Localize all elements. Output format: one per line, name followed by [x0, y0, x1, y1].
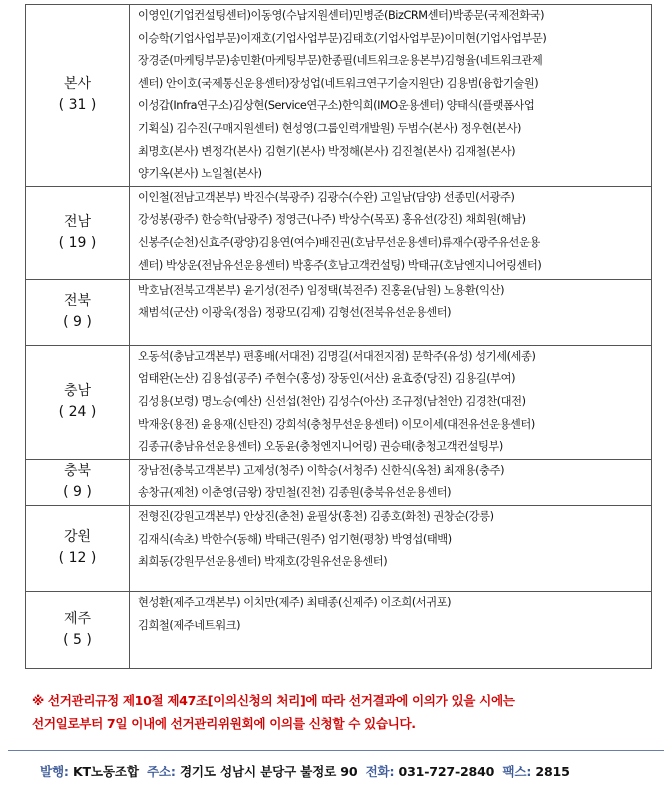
names-line: 센터) 안이호(국제통신운용센터)장성업(네트워크연구기술지원단) 김용범(융합기술원) [138, 76, 539, 90]
names-line: 최명호(본사) 변정각(본사) 김현기(본사) 박정해(본사) 김진철(본사) 김재철(본사) [138, 144, 516, 158]
region-row-chungnam [26, 345, 652, 459]
region-name: 충북 [63, 463, 92, 480]
names-line: 신봉주(순천)신효주(광양)김용연(여수)배진권(호남무선운용센터)류재수(광주유선운용 [138, 235, 540, 249]
notice-line: 선거일로부터 7일 이내에 선거관리위원회에 이의를 신청할 수 있습니다. [32, 716, 416, 731]
names-line: 강성봉(광주) 한승학(남광주) 정영근(나주) 박상수(목포) 홍유선(강진) 채희원(해남) [138, 213, 526, 227]
issuer-label: 발행: [40, 764, 69, 779]
names-line: 현성환(제주고객본부) 이치만(제주) 최태종(신제주) 이조희(서귀포) [138, 595, 452, 609]
region-row-chungbuk [26, 459, 652, 505]
region-row-headquarters [26, 5, 652, 187]
region-name: 전북 [63, 293, 92, 310]
names-line: 김희철(제주네트워크) [138, 618, 241, 632]
region-count: ( 19 ) [58, 234, 97, 251]
names-line: 오동석(충남고객본부) 편홍배(서대전) 김명길(서대전지점) 문학주(유성) 성기세(세종) [138, 349, 536, 363]
region-name: 전남 [63, 213, 92, 230]
names-line: 김재식(속초) 박한수(동해) 박태근(원주) 엄기현(평창) 박영섭(태백) [138, 532, 452, 546]
names-cell [130, 345, 652, 459]
names-line: 장남전(충북고객본부) 고제성(청주) 이학승(서청주) 신한식(옥천) 최재용(충주) [138, 463, 505, 477]
region-name: 본사 [63, 76, 92, 93]
region-name: 제주 [63, 610, 92, 627]
names-cell [130, 459, 652, 505]
names-line: 기획실) 김수진(구매지원센터) 현성영(그룹인력개발원) 두범수(본사) 정우현(본사) [138, 121, 521, 135]
names-line: 전형진(강원고객본부) 안상진(춘천) 윤필상(홍천) 김종호(화천) 권창순(강릉) [138, 509, 494, 523]
names-line: 김종규(충남유선운용센터) 오동윤(충청엔지니어링) 권승태(충청고객컨설팅부) [138, 440, 503, 454]
region-name: 충남 [63, 383, 92, 400]
region-cell [26, 186, 130, 279]
names-line: 장경준(마케팅부문)송민환(마케팅부문)한종필(네트워크운용본부)김형율(네트워크관제 [138, 54, 543, 68]
names-line: 박호남(전북고객본부) 윤기성(전주) 임정택(북전주) 진홍윤(남원) 노용환(익산) [138, 283, 505, 297]
names-cell [130, 591, 652, 668]
region-count: ( 24 ) [58, 404, 97, 421]
names-cell [130, 186, 652, 279]
address-label: 주소: [146, 764, 176, 779]
region-row-jeju [26, 591, 652, 668]
region-count: ( 9 ) [63, 484, 92, 501]
publisher-footer [40, 761, 574, 780]
objection-notice [32, 689, 652, 735]
names-line: 최희동(강원무선운용센터) 박재호(강원유선운용센터) [138, 555, 388, 569]
region-count: ( 31 ) [58, 97, 97, 114]
names-cell [130, 5, 652, 187]
region-count: ( 12 ) [58, 550, 97, 567]
address-value: 경기도 성남시 분당구 불정로 90 [179, 764, 358, 779]
region-cell [26, 591, 130, 668]
region-name: 강원 [63, 529, 92, 546]
names-line: 이인철(전남고객본부) 박진수(북광주) 김광수(수완) 고일남(담양) 선종민(서광주) [138, 190, 515, 204]
names-line: 이성갑(Infra연구소)김상현(Service연구소)한익희(IMO운용센터) 양태식(플랫폼사업 [138, 99, 535, 113]
names-line: 송창규(제천) 이춘영(금왕) 장민철(진천) 김종원(충북유선운용센터) [138, 486, 452, 500]
names-line: 양기옥(본사) 노일철(본사) [138, 167, 262, 181]
phone-value: 031-727-2840 [398, 764, 495, 779]
phone-label: 전화: [365, 764, 395, 779]
notice-line: ※ 선거관리규정 제10절 제47조[이의신청의 처리]에 따라 선거결과에 이의가 있을 시에는 [32, 693, 515, 708]
names-line: 박재웅(용전) 윤용재(신탄진) 강희석(충청무선운용센터) 이모이세(대전유선운용센터) [138, 417, 535, 431]
fax-value: 2815 [535, 764, 570, 779]
region-row-gangwon [26, 505, 652, 591]
region-cell [26, 505, 130, 591]
names-line: 이영인(기업컨설팅센터)이동영(수납지원센터)민병준(BizCRM센터)박종문(국제전화국) [138, 9, 545, 22]
region-cell [26, 459, 130, 505]
region-row-jeonnam [26, 186, 652, 279]
fax-label: 팩스: [502, 764, 532, 779]
names-line: 채범석(군산) 이광욱(정읍) 정광모(김제) 김형선(전북유선운용센터) [138, 306, 452, 320]
issuer-value: KT노동조합 [72, 764, 139, 779]
footer-divider [8, 750, 664, 751]
region-cell [26, 345, 130, 459]
region-count: ( 9 ) [63, 314, 92, 331]
names-line: 센터) 박상운(전남유선운용센터) 박홍주(호남고객컨설팅) 박태규(호남엔지니어링센터) [138, 258, 542, 272]
winners-table [25, 4, 652, 669]
region-row-jeonbuk [26, 279, 652, 345]
names-cell [130, 505, 652, 591]
names-line: 이승학(기업사업부문)이재호(기업사업부문)김태호(기업사업부문)이미현(기업사업부문) [138, 31, 547, 45]
names-cell [130, 279, 652, 345]
region-cell [26, 5, 130, 187]
names-line: 김성용(보령) 명노승(예산) 신선섭(천안) 김성수(아산) 조규정(남천안) 김경찬(대전) [138, 394, 526, 408]
region-count: ( 5 ) [63, 631, 92, 648]
names-line: 엄태완(논산) 김용섭(공주) 주현수(홍성) 장동인(서산) 윤효중(당진) 김용길(부여) [138, 372, 516, 386]
region-cell [26, 279, 130, 345]
